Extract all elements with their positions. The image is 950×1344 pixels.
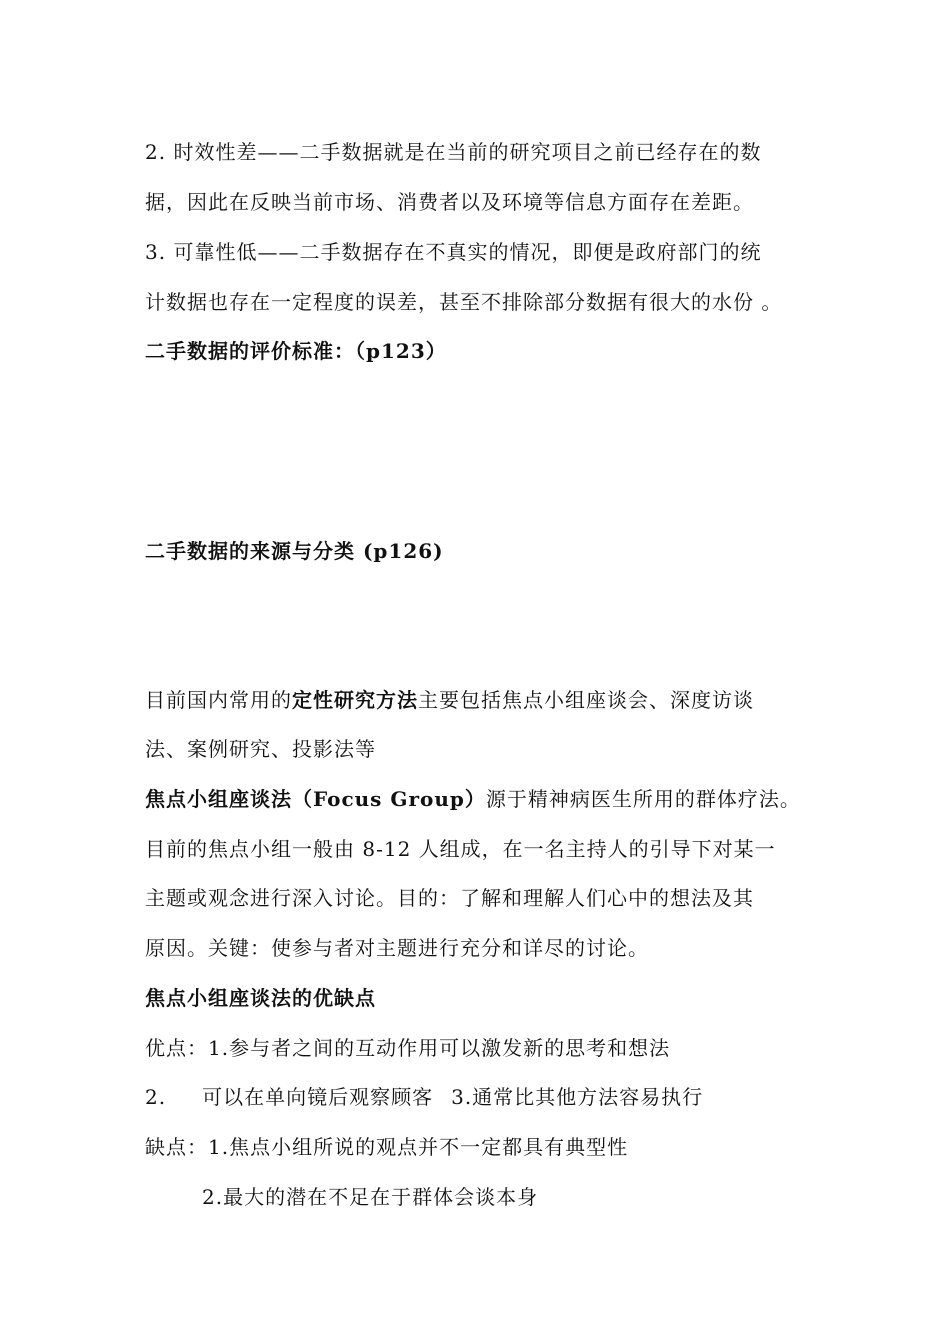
pros-item3-text: 3.通常比其他方法容易执行 bbox=[451, 1085, 704, 1109]
paragraph-timeliness-line1: 2. 时效性差——二手数据就是在当前的研究项目之前已经存在的数 bbox=[145, 140, 762, 164]
qualitative-suffix: 主要包括焦点小组座谈会、深度访谈 bbox=[418, 688, 754, 712]
paragraph-reliability-line1: 3. 可靠性低——二手数据存在不真实的情况，即便是政府部门的统 bbox=[145, 240, 762, 264]
paragraph-timeliness-line2: 据，因此在反映当前市场、消费者以及环境等信息方面存在差距。 bbox=[145, 190, 754, 214]
paragraph-reliability-line2: 计数据也存在一定程度的误差，甚至不排除部分数据有很大的水份 。 bbox=[145, 290, 783, 314]
heading-evaluation-criteria: 二手数据的评价标准：（p123） bbox=[145, 339, 447, 363]
paragraph-qualitative-line2: 法、案例研究、投影法等 bbox=[145, 737, 376, 761]
cons-line1: 缺点：1.焦点小组所说的观点并不一定都具有典型性 bbox=[145, 1135, 629, 1159]
pros-line2 bbox=[145, 1083, 703, 1111]
heading-pros-cons: 焦点小组座谈法的优缺点 bbox=[145, 986, 376, 1010]
pros-item2-text: 可以在单向镜后观察顾客 bbox=[202, 1085, 434, 1109]
paragraph-qualitative-line1 bbox=[145, 686, 754, 714]
pros-item2-number: 2. bbox=[145, 1085, 167, 1109]
paragraph-focus-group-line2: 目前的焦点小组一般由 8-12 人组成，在一名主持人的引导下对某一 bbox=[145, 837, 776, 861]
focus-group-line1-rest: 源于精神病医生所用的群体疗法。 bbox=[485, 787, 801, 811]
paragraph-focus-group-line1 bbox=[145, 785, 801, 813]
heading-sources-classification: 二手数据的来源与分类 (p126) bbox=[145, 539, 444, 563]
focus-group-term: 焦点小组座谈法（Focus Group） bbox=[145, 787, 486, 811]
pros-line1: 优点：1.参与者之间的互动作用可以激发新的思考和想法 bbox=[145, 1036, 671, 1060]
cons-line2: 2.最大的潜在不足在于群体会谈本身 bbox=[202, 1185, 539, 1209]
paragraph-focus-group-line3: 主题或观念进行深入讨论。目的：了解和理解人们心中的想法及其 bbox=[145, 886, 754, 910]
qualitative-prefix: 目前国内常用的 bbox=[145, 688, 292, 712]
qualitative-term: 定性研究方法 bbox=[292, 688, 418, 712]
paragraph-focus-group-line4: 原因。关键：使参与者对主题进行充分和详尽的讨论。 bbox=[145, 936, 649, 960]
